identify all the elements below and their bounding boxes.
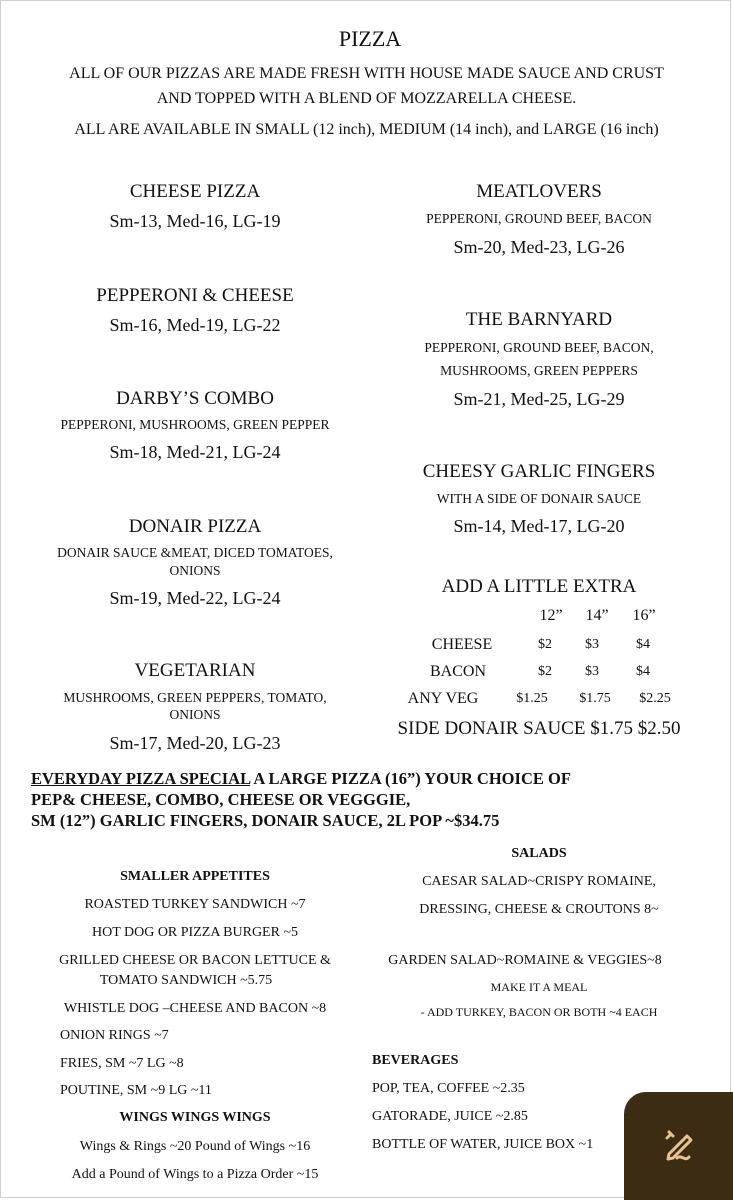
pizza-description: DONAIR SAUCE &MEAT, DICED TOMATOES, [57, 545, 333, 560]
pizza-price: Sm-21, Med-25, LG-29 [453, 389, 625, 409]
beverage-item: GATORADE, JUICE ~2.85 [372, 1109, 528, 1124]
pizza-price: Sm-14, Med-17, LG-20 [453, 516, 625, 536]
beverage-item: BOTTLE OF WATER, JUICE BOX ~1 [372, 1137, 594, 1152]
pizza-name: CHEESY GARLIC FINGERS [422, 461, 656, 482]
appetite-item: WHISTLE DOG –CHEESE AND BACON ~8 [63, 1001, 327, 1016]
appetite-item: TOMATO SANDWICH ~5.75 [99, 973, 273, 988]
pizza-name: PEPPERONI & CHEESE [96, 285, 294, 306]
special-line-3: SM (12”) GARLIC FINGERS, DONAIR SAUCE, 2L POP ~$34.75 [31, 811, 500, 830]
wings-item: Add a Pound of Wings to a Pizza Order ~15 [71, 1167, 319, 1182]
meal-title: MAKE IT A MEAL [490, 980, 588, 994]
pizza-price: Sm-13, Med-16, LG-19 [109, 211, 281, 231]
appetite-item: POUTINE, SM ~9 LG ~11 [60, 1083, 212, 1098]
intro-line-1: ALL OF OUR PIZZAS ARE MADE FRESH WITH HOUSE MADE SAUCE AND CRUST [69, 65, 664, 82]
special-label: EVERYDAY PIZZA SPECIAL [31, 769, 251, 788]
pizza-name: VEGETARIAN [134, 660, 256, 681]
extras-price: $1.75 [579, 691, 611, 706]
extras-item-name: BACON [429, 663, 487, 680]
edit-fab-button[interactable] [624, 1092, 733, 1200]
meal-description: - ADD TURKEY, BACON OR BOTH ~4 EACH [420, 1005, 658, 1019]
appetite-item: ONION RINGS ~7 [60, 1028, 169, 1043]
pencil-sparkle-icon [657, 1124, 701, 1168]
extras-price: $3 [585, 637, 599, 652]
pizza-description: PEPPERONI, GROUND BEEF, BACON, [424, 340, 654, 355]
pizza-price: Sm-18, Med-21, LG-24 [109, 442, 281, 462]
appetite-item: GRILLED CHEESE OR BACON LETTUCE & [59, 953, 331, 968]
pizza-description: ONIONS [169, 707, 221, 722]
extras-price: $4 [636, 637, 650, 652]
beverages-title: BEVERAGES [372, 1053, 459, 1068]
appetites-title: SMALLER APPETITES [120, 869, 270, 884]
extras-size-14: 14” [585, 607, 609, 624]
pizza-price: Sm-17, Med-20, LG-23 [109, 733, 281, 753]
extras-price: $2 [538, 637, 552, 652]
special-line-1 [31, 769, 571, 789]
pizza-description: ONIONS [169, 563, 221, 578]
pizza-price: Sm-19, Med-22, LG-24 [109, 588, 281, 608]
pizza-description: PEPPERONI, MUSHROOMS, GREEN PEPPER [60, 417, 330, 432]
extras-item-name: ANY VEG [407, 690, 479, 707]
salad-item: DRESSING, CHEESE & CROUTONS 8~ [419, 902, 659, 917]
appetite-item: ROASTED TURKEY SANDWICH ~7 [84, 897, 306, 912]
salad-item: CAESAR SALAD~CRISPY ROMAINE, [422, 874, 656, 889]
pizza-name: DARBY’S COMBO [116, 388, 274, 409]
extras-title: ADD A LITTLE EXTRA [441, 576, 637, 597]
extras-price: $2.25 [639, 691, 671, 706]
extras-size-12: 12” [539, 607, 563, 624]
salad-item: GARDEN SALAD~ROMAINE & VEGGIES~8 [388, 953, 662, 968]
appetite-item: HOT DOG OR PIZZA BURGER ~5 [91, 925, 299, 940]
wings-title: WINGS WINGS WINGS [119, 1110, 271, 1125]
sizes-line: ALL ARE AVAILABLE IN SMALL (12 inch), MEDIUM (14 inch), and LARGE (16 inch) [74, 121, 659, 138]
pizza-price: Sm-16, Med-19, LG-22 [109, 315, 281, 335]
appetite-item: FRIES, SM ~7 LG ~8 [60, 1056, 184, 1071]
pizza-description: WITH A SIDE OF DONAIR SAUCE [436, 491, 642, 506]
side-donair-sauce: SIDE DONAIR SAUCE $1.75 $2.50 [397, 718, 681, 739]
pizza-name: THE BARNYARD [465, 309, 613, 330]
extras-size-16: 16” [632, 607, 656, 624]
page-title: PIZZA [338, 26, 402, 51]
extras-price: $3 [585, 664, 599, 679]
beverage-item: POP, TEA, COFFEE ~2.35 [372, 1081, 525, 1096]
pizza-description: PEPPERONI, GROUND BEEF, BACON [426, 211, 652, 226]
pizza-description: MUSHROOMS, GREEN PEPPERS, TOMATO, [63, 690, 327, 705]
extras-price: $1.25 [516, 691, 548, 706]
intro-line-2: AND TOPPED WITH A BLEND OF MOZZARELLA CHEESE. [156, 90, 577, 107]
pizza-name: CHEESE PIZZA [129, 181, 261, 202]
pizza-description: MUSHROOMS, GREEN PEPPERS [440, 363, 638, 378]
salads-title: SALADS [511, 846, 567, 861]
pizza-name: DONAIR PIZZA [128, 516, 262, 537]
special-text: A LARGE PIZZA (16”) YOUR CHOICE OF [250, 769, 571, 788]
special-line-2: PEP& CHEESE, COMBO, CHEESE OR VEGGGIE, [31, 790, 411, 809]
extras-item-name: CHEESE [431, 636, 493, 653]
pizza-name: MEATLOVERS [476, 181, 602, 202]
extras-price: $4 [636, 664, 650, 679]
extras-price: $2 [538, 664, 552, 679]
pizza-price: Sm-20, Med-23, LG-26 [453, 237, 625, 257]
wings-item: Wings & Rings ~20 Pound of Wings ~16 [79, 1139, 311, 1154]
